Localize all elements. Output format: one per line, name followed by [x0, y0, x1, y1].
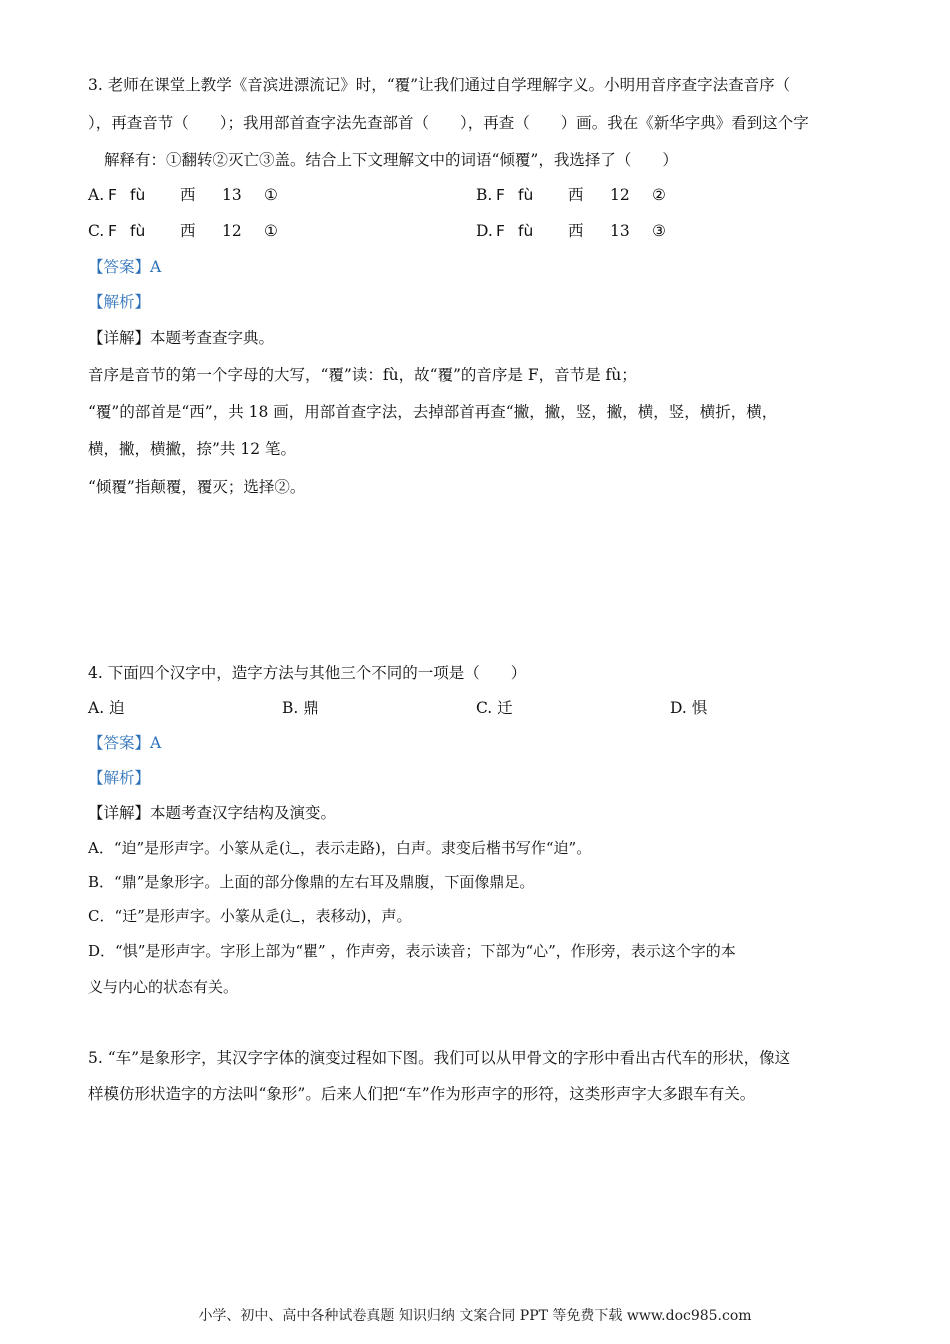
- q4-option-c: C. 迁: [476, 699, 513, 717]
- q4-answer: 【答案】A: [88, 734, 162, 752]
- q3-explain-p2a: “覆”的部首是“西”，共 18 画，用部首查字法，去掉部首再查“撇，撇，竖，撇，横，竖，横折，横，: [88, 403, 778, 421]
- q4-stem: 4. 下面四个汉字中，造字方法与其他三个不同的一项是（ ）: [88, 664, 527, 682]
- q4-option-d: D. 惧: [670, 699, 708, 717]
- q5-stem-line1: 5. “车”是象形字，其汉字字体的演变过程如下图。我们可以从甲骨文的字形中看出古代车的形状，像这: [88, 1049, 791, 1067]
- q5-stem-line2: 样模仿形状造字的方法叫“象形”。后来人们把“车”作为形声字的形符，这类形声字大多跟车有关。: [88, 1085, 756, 1103]
- q3-analysis-heading: 【解析】: [88, 293, 151, 311]
- q3-option-a: A. F fù 西 13 ①: [88, 186, 278, 204]
- q3-option-c: C. F fù 西 12 ①: [88, 222, 278, 240]
- q4-option-a: A. 迫: [88, 699, 125, 717]
- q3-stem-line1: 3. 老师在课堂上教学《音滨进漂流记》时，“覆”让我们通过自学理解字义。小明用音序查字法查音序（: [88, 76, 791, 94]
- q3-detail-heading: 【详解】本题考查查字典。: [88, 329, 275, 347]
- q3-stem-line2: ），再查音节（ ）；我用部首查字法先查部首（ ），再查（ ）画。我在《新华字典》看到这个字: [88, 114, 809, 132]
- q3-stem-line3: 解释有：①翻转②灭亡③盖。结合上下文理解文中的词语“倾覆”，我选择了（ ）: [104, 151, 678, 169]
- q3-option-b: B. F fù 西 12 ②: [476, 186, 666, 204]
- q3-explain-p2b: 横，撇，横撇，捺”共 12 笔。: [88, 440, 297, 458]
- q4-detail-heading: 【详解】本题考查汉字结构及演变。: [88, 804, 337, 822]
- q4-explain-c: C．“迁”是形声字。小篆从辵(辶，表移动)，声。: [88, 907, 412, 925]
- q3-option-d: D. F fù 西 13 ③: [476, 222, 666, 240]
- q3-answer: 【答案】A: [88, 258, 162, 276]
- q3-explain-p3: “倾覆”指颠覆，覆灭；选择②。: [88, 478, 306, 496]
- q4-analysis-heading: 【解析】: [88, 769, 151, 787]
- q4-explain-a: A．“迫”是形声字。小篆从辵(辶，表示走路)，白声。隶变后楷书写作“迫”。: [88, 839, 592, 857]
- q3-explain-p1: 音序是音节的第一个字母的大写，“覆”读：fù，故“覆”的音序是 F，音节是 fù；: [88, 366, 637, 384]
- q4-explain-d1: D．“惧”是形声字。字形上部为“瞿” ，作声旁，表示读音；下部为“心”，作形旁，表示这个字的本: [88, 942, 736, 960]
- page-footer: 小学、初中、高中各种试卷真题 知识归纳 文案合同 PPT 等免费下载 www.doc985.com: [198, 1308, 752, 1324]
- q4-explain-d2: 义与内心的状态有关。: [88, 978, 239, 996]
- q4-option-b: B. 鼎: [282, 699, 319, 717]
- q4-explain-b: B．“鼎”是象形字。上面的部分像鼎的左右耳及鼎腹，下面像鼎足。: [88, 873, 535, 891]
